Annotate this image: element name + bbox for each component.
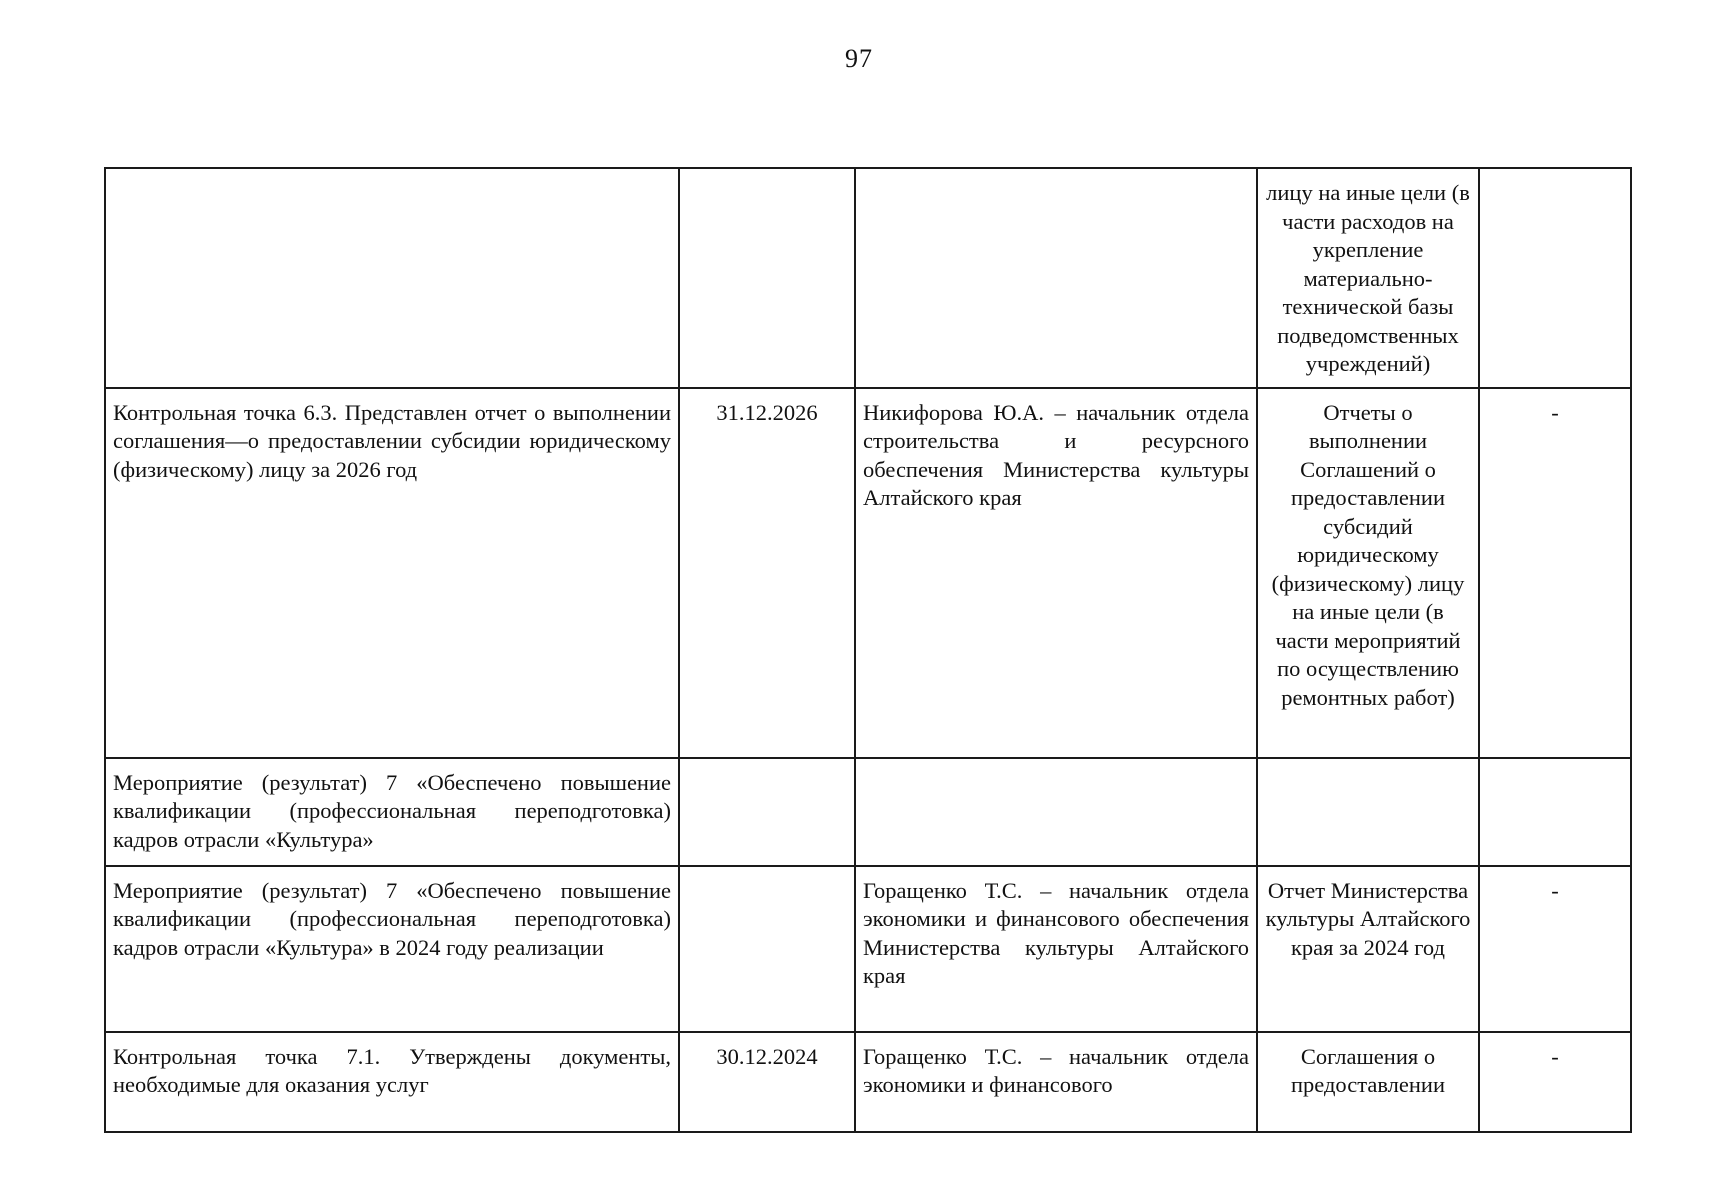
- event-name-cell: Контрольная точка 7.1. Утверждены документы, необходимые для оказания услуг: [105, 1032, 679, 1132]
- deadline-cell: 30.12.2024: [679, 1032, 855, 1132]
- mark-cell: -: [1479, 1032, 1631, 1132]
- table-row: [105, 758, 1631, 866]
- mark-cell: [1479, 758, 1631, 866]
- table-row: [105, 866, 1631, 1032]
- document-cell: [1257, 758, 1479, 866]
- responsible-cell: Горащенко Т.С. – начальник отдела экономики и финансового: [855, 1032, 1257, 1132]
- document-cell: Отчет Министерства культуры Алтайского края за 2024 год: [1257, 866, 1479, 1032]
- document-cell: лицу на иные цели (в части расходов на укрепление материально-технической базы подведомственных учреждений): [1257, 168, 1479, 388]
- mark-cell: -: [1479, 388, 1631, 758]
- table-row: [105, 168, 1631, 388]
- responsible-cell: Горащенко Т.С. – начальник отдела экономики и финансового обеспечения Министерства культуры Алтайского края: [855, 866, 1257, 1032]
- mark-cell: [1479, 168, 1631, 388]
- control-points-table: [104, 167, 1632, 1133]
- deadline-cell: 31.12.2026: [679, 388, 855, 758]
- responsible-cell: [855, 758, 1257, 866]
- table-row: [105, 1032, 1631, 1132]
- event-name-cell: Контрольная точка 6.3. Представлен отчет о выполнении соглашения—о предоставлении субсидии юридическому (физическому) лицу за 2026 год: [105, 388, 679, 758]
- document-cell: Соглашения о предоставлении: [1257, 1032, 1479, 1132]
- mark-cell: -: [1479, 866, 1631, 1032]
- event-name-cell: [105, 168, 679, 388]
- page-number: 97: [845, 44, 873, 73]
- deadline-cell: [679, 168, 855, 388]
- deadline-cell: [679, 758, 855, 866]
- responsible-cell: Никифорова Ю.А. – начальник отдела строительства и ресурсного обеспечения Министерства культуры Алтайского края: [855, 388, 1257, 758]
- table-row: [105, 388, 1631, 758]
- event-name-cell: Мероприятие (результат) 7 «Обеспечено повышение квалификации (профессиональная переподготовка) кадров отрасли «Культура»: [105, 758, 679, 866]
- document-cell: Отчеты о выполнении Соглашений о предоставлении субсидий юридическому (физическому) лицу на иные цели (в части мероприятий по осуществлению ремонтных работ): [1257, 388, 1479, 758]
- responsible-cell: [855, 168, 1257, 388]
- event-name-cell: Мероприятие (результат) 7 «Обеспечено повышение квалификации (профессиональная переподготовка) кадров отрасли «Культура» в 2024 году реализации: [105, 866, 679, 1032]
- deadline-cell: [679, 866, 855, 1032]
